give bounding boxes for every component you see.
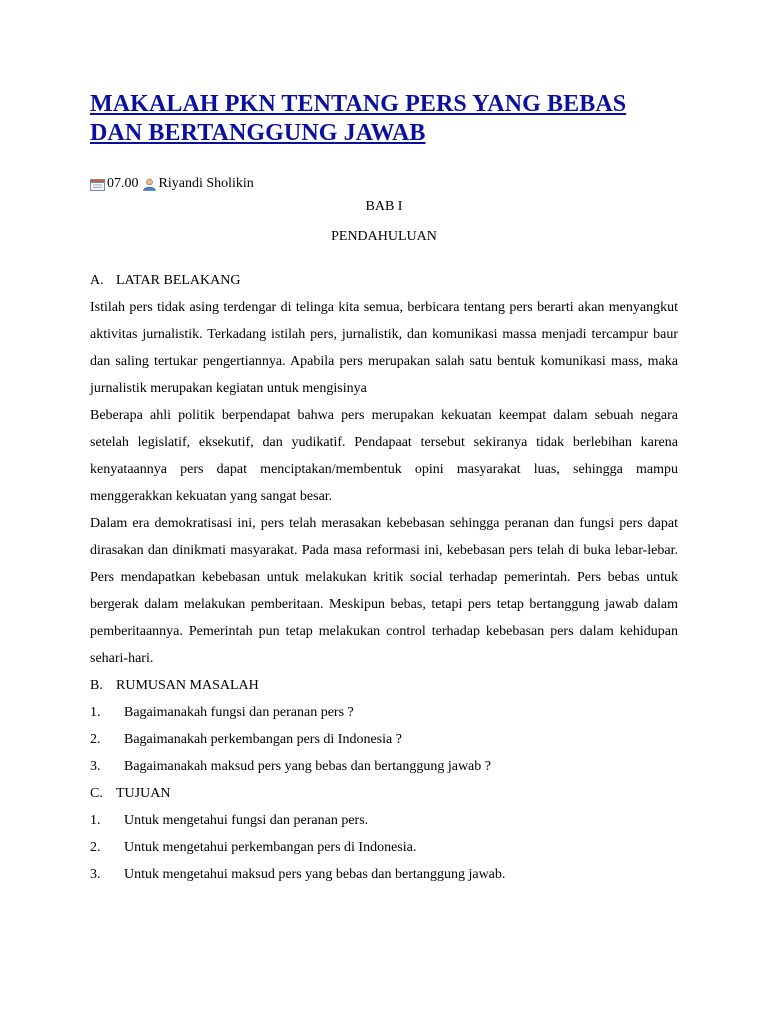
list-number: 3. [90, 867, 101, 882]
list-text: Bagaimanakah perkembangan pers di Indonesia ? [124, 732, 402, 747]
list-item [90, 807, 678, 834]
post-meta [90, 174, 678, 194]
paragraph: Dalam era demokratisasi ini, pers telah merasakan kebebasan sehingga peranan dan fungsi pers dapat dirasakan dan dinikmati masyarakat. Pada masa reformasi ini, kebebasan pers telah di buka lebar-lebar. Pers mendapatkan kebebasan untuk melakukan kritik social terhadap pemerintah. Pers bebas untuk bergerak dalam melakukan pemberitaan. Meskipun bebas, tetapi pers tetap bertanggung jawab dalam pemberitaannya. Pemerintah pun tetap melakukan control terhadap kebebasan pers dalam kehidupan sehari-hari. [90, 516, 678, 666]
list-number: 2. [90, 732, 101, 747]
chapter-number: BAB I [365, 199, 403, 214]
list-number: 1. [90, 813, 101, 828]
user-icon [142, 178, 157, 191]
list-number: 3. [90, 759, 101, 774]
document-page [90, 90, 678, 888]
list-text: Untuk mengetahui perkembangan pers di Indonesia. [124, 840, 417, 855]
chapter-title: PENDAHULUAN [331, 229, 437, 244]
section-heading-b [90, 672, 678, 699]
list-number: 1. [90, 705, 101, 720]
list-item [90, 834, 678, 861]
list-text: Bagaimanakah fungsi dan peranan pers ? [124, 705, 354, 720]
section-heading-a [90, 267, 678, 294]
list-item [90, 699, 678, 726]
post-author[interactable]: Riyandi Sholikin [158, 176, 254, 191]
section-title: LATAR BELAKANG [116, 273, 241, 288]
list-item [90, 726, 678, 753]
section-letter: A. [90, 273, 104, 288]
calendar-icon [90, 178, 105, 191]
list-number: 2. [90, 840, 101, 855]
section-letter: C. [90, 786, 103, 801]
list-item [90, 753, 678, 780]
page-title[interactable]: MAKALAH PKN TENTANG PERS YANG BEBAS DAN BERTANGGUNG JAWAB [90, 91, 627, 146]
list-text: Untuk mengetahui maksud pers yang bebas dan bertanggung jawab. [124, 867, 506, 882]
list-text: Bagaimanakah maksud pers yang bebas dan bertanggung jawab ? [124, 759, 491, 774]
paragraph: Beberapa ahli politik berpendapat bahwa pers merupakan kekuatan keempat dalam sebuah negara setelah legislatif, eksekutif, dan yudikatif. Pendapaat tersebut sekiranya tidak berlebihan karena kenyataannya pers dapat menciptakan/membentuk opini masyarakat luas, sehingga mampu menggerakkan kekuatan yang sangat besar. [90, 408, 678, 504]
list-item [90, 861, 678, 888]
section-title: RUMUSAN MASALAH [116, 678, 259, 693]
section-title: TUJUAN [116, 786, 171, 801]
section-letter: B. [90, 678, 103, 693]
paragraph: Istilah pers tidak asing terdengar di telinga kita semua, berbicara tentang pers berarti akan menyangkut aktivitas jurnalistik. Terkadang istilah pers, jurnalistik, dan komunikasi massa menjadi tercampur baur dan saling tertukar pengertiannya. Apabila pers merupakan salah satu bentuk komunikasi mass, maka jurnalistik merupakan kegiatan untuk mengisinya [90, 300, 678, 396]
post-time: 07.00 [107, 176, 139, 191]
list-text: Untuk mengetahui fungsi dan peranan pers. [124, 813, 369, 828]
section-heading-c [90, 780, 678, 807]
